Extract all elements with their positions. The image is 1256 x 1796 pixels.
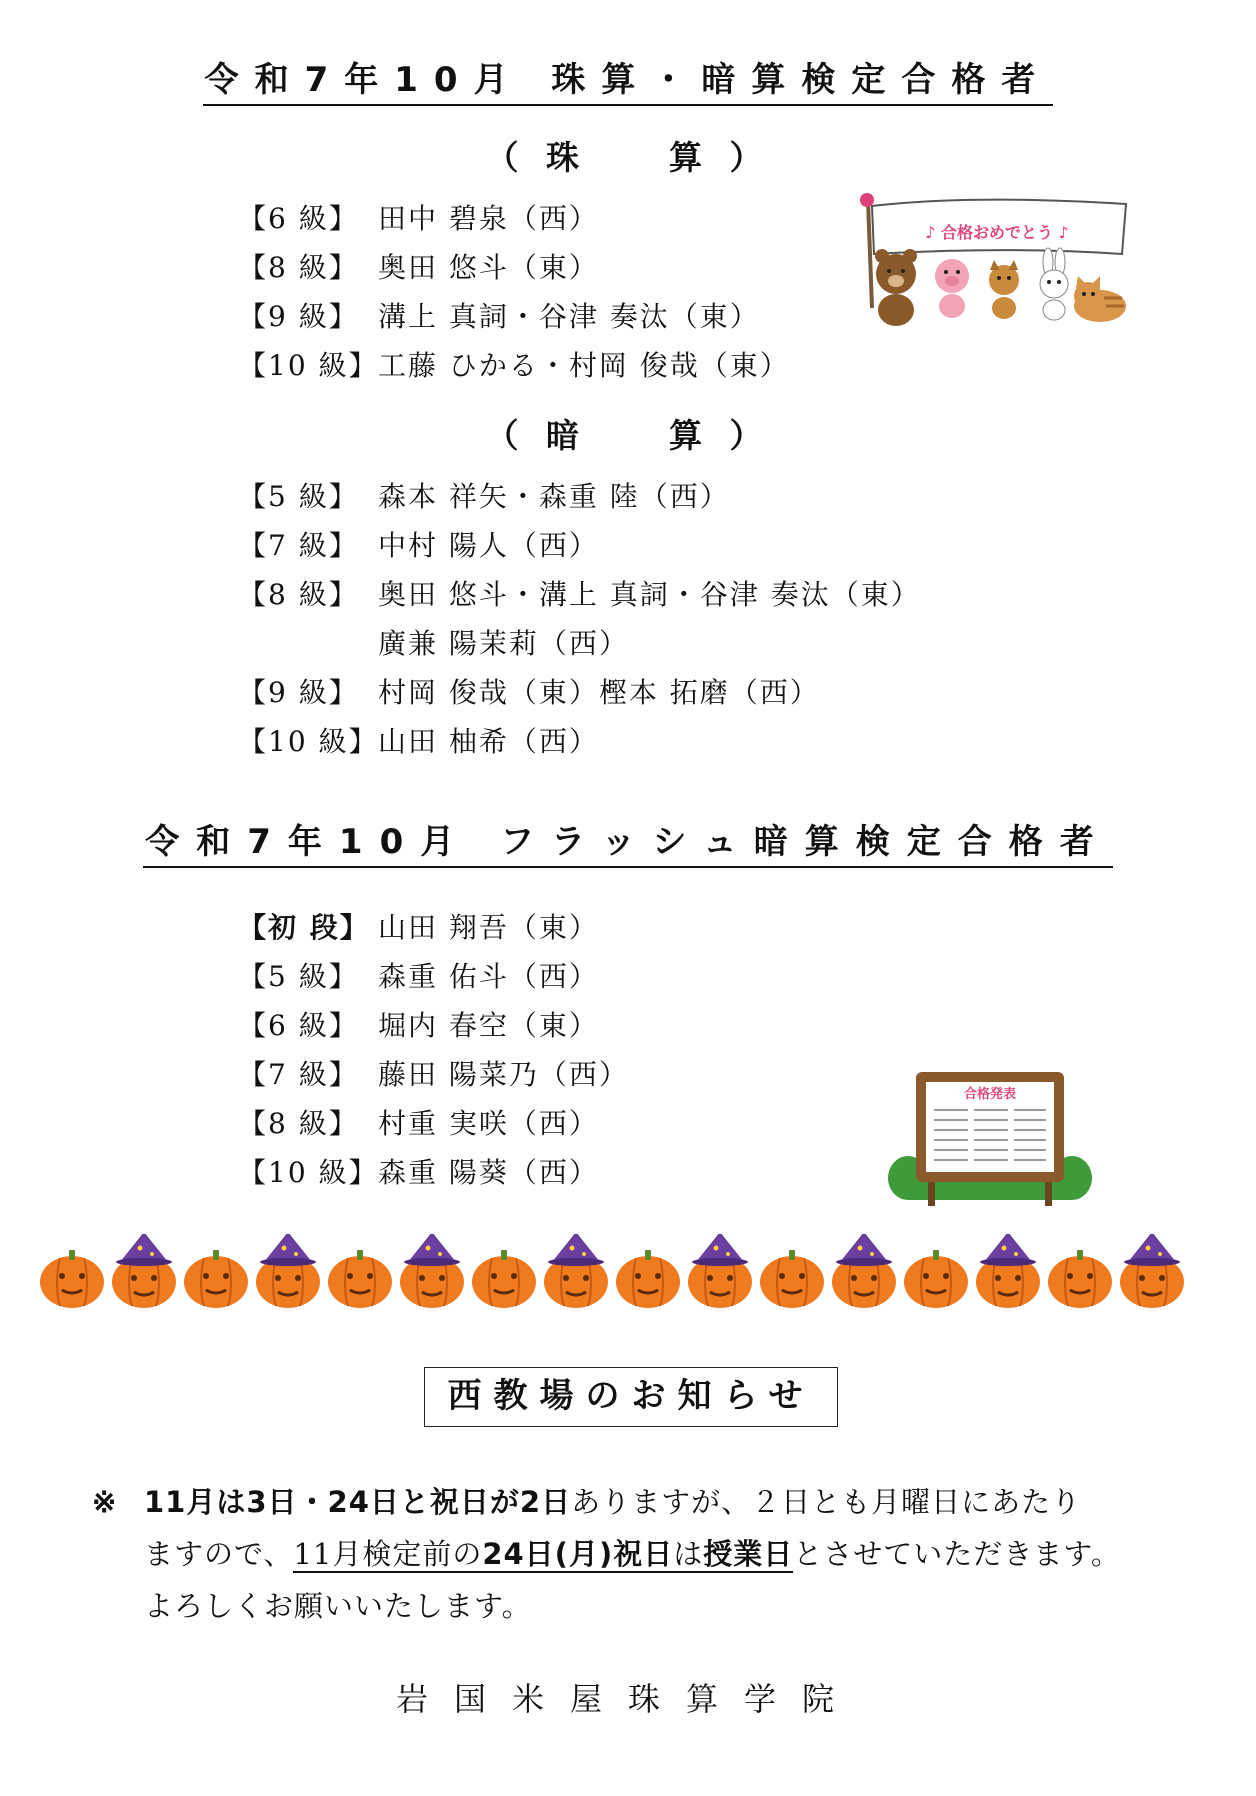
grade-label: 【9 級】 <box>238 300 359 333</box>
list-item <box>238 1148 629 1197</box>
dog-icon <box>989 260 1019 319</box>
grade-label: 【5 級】 <box>238 480 359 513</box>
witch-pumpkin-icon <box>1120 1234 1184 1308</box>
passer-names: 森重 佑斗（西） <box>378 960 599 993</box>
notice-body <box>92 1476 1172 1632</box>
anzan-results-list <box>238 472 921 766</box>
witch-pumpkin-icon <box>544 1234 608 1308</box>
list-item <box>238 243 790 292</box>
list-item <box>238 1099 629 1148</box>
grade-label: 【6 級】 <box>238 1009 359 1042</box>
pumpkin-icon <box>1048 1250 1112 1308</box>
passer-names: 森本 祥矢・森重 陸（西） <box>378 480 730 513</box>
board-title: 合格発表 <box>963 1087 1017 1102</box>
witch-pumpkin-icon <box>400 1234 464 1308</box>
passer-names: 村重 実咲（西） <box>378 1107 599 1140</box>
grade-label: 【5 級】 <box>238 960 359 993</box>
list-item <box>238 292 790 341</box>
pumpkin-icon <box>760 1250 824 1308</box>
congratulations-animals-illustration <box>852 188 1130 328</box>
pumpkin-icon <box>616 1250 680 1308</box>
passer-names: 奥田 悠斗・溝上 真詞・谷津 奏汰（東） <box>378 578 921 611</box>
passer-names: 奥田 悠斗（東） <box>378 251 599 284</box>
soroban-results-list <box>238 194 790 390</box>
list-item <box>238 717 921 766</box>
grade-label: 【8 級】 <box>238 251 359 284</box>
results-board-illustration <box>888 1066 1092 1206</box>
grade-label: 【初 段】 <box>238 911 370 944</box>
grade-label: 【6 級】 <box>238 202 359 235</box>
grade-label: 【8 級】 <box>238 1107 359 1140</box>
passer-names: 藤田 陽菜乃（西） <box>378 1058 629 1091</box>
grade-label: 【10 級】 <box>238 349 379 382</box>
witch-pumpkin-icon <box>112 1234 176 1308</box>
pumpkin-icon <box>472 1250 536 1308</box>
witch-pumpkin-icon <box>832 1234 896 1308</box>
list-item <box>238 194 790 243</box>
list-item <box>238 521 921 570</box>
cat-icon <box>1074 276 1126 322</box>
passer-names: 溝上 真詞・谷津 奏汰（東） <box>378 300 760 333</box>
flash-results-list <box>238 903 629 1197</box>
passer-names: 村岡 俊哉（東）樫本 拓磨（西） <box>378 676 820 709</box>
grade-label: 【9 級】 <box>238 676 359 709</box>
witch-pumpkin-icon <box>976 1234 1040 1308</box>
passer-names: 山田 柚希（西） <box>378 725 599 758</box>
pumpkin-icon <box>904 1250 968 1308</box>
passer-names: 森重 陽葵（西） <box>378 1156 599 1189</box>
list-item <box>238 952 629 1001</box>
passer-names: 廣兼 陽茉莉（西） <box>378 627 629 660</box>
passer-names: 田中 碧泉（西） <box>378 202 599 235</box>
list-item <box>238 1001 629 1050</box>
bear-icon <box>875 249 917 326</box>
section-heading-soroban: （ 珠 算 ） <box>485 138 771 177</box>
list-item <box>238 472 921 521</box>
notice-title: 西教場のお知らせ <box>424 1367 838 1427</box>
banner-text: ♪ 合格おめでとう ♪ <box>925 223 1069 242</box>
page-title: 令和7年10月 珠算・暗算検定合格者 <box>0 52 1256 101</box>
list-item <box>238 570 921 619</box>
section-heading-anzan: （ 暗 算 ） <box>485 416 771 455</box>
rabbit-icon <box>1040 248 1068 320</box>
list-item <box>238 668 921 717</box>
pumpkin-icon <box>328 1250 392 1308</box>
list-item <box>238 341 790 390</box>
pumpkin-icon <box>184 1250 248 1308</box>
passer-names: 工藤 ひかる・村岡 俊哉（東） <box>378 349 790 382</box>
witch-pumpkin-icon <box>256 1234 320 1308</box>
flash-anzan-title: 令和7年10月 フラッシュ暗算検定合格者 <box>0 814 1256 863</box>
notice-text: 11月は3日・24日と祝日が2日ありますが、２日とも月曜日にあたり ますので、11月検定前の24日(月)祝日は授業日とさせていただきます。 よろしくお願いいたします。 <box>144 1485 1121 1623</box>
witch-pumpkin-icon <box>688 1234 752 1308</box>
grade-label: 【8 級】 <box>238 578 359 611</box>
notice-underlined: 11月検定前の24日(月)祝日は授業日 <box>293 1537 794 1571</box>
list-item <box>238 1050 629 1099</box>
grade-label: 【7 級】 <box>238 529 359 562</box>
passer-names: 山田 翔吾（東） <box>378 911 599 944</box>
list-item <box>238 619 921 668</box>
passer-names: 堀内 春空（東） <box>378 1009 599 1042</box>
school-name: 岩国米屋珠算学院 <box>395 1680 860 1718</box>
grade-label: 【10 級】 <box>238 725 379 758</box>
grade-label: 【10 級】 <box>238 1156 379 1189</box>
list-item <box>238 903 629 952</box>
pig-icon <box>935 259 969 318</box>
pumpkin-icon <box>40 1250 104 1308</box>
pumpkin-border <box>40 1234 1220 1314</box>
passer-names: 中村 陽人（西） <box>378 529 599 562</box>
note-mark: ※ <box>92 1485 117 1519</box>
grade-label: 【7 級】 <box>238 1058 359 1091</box>
